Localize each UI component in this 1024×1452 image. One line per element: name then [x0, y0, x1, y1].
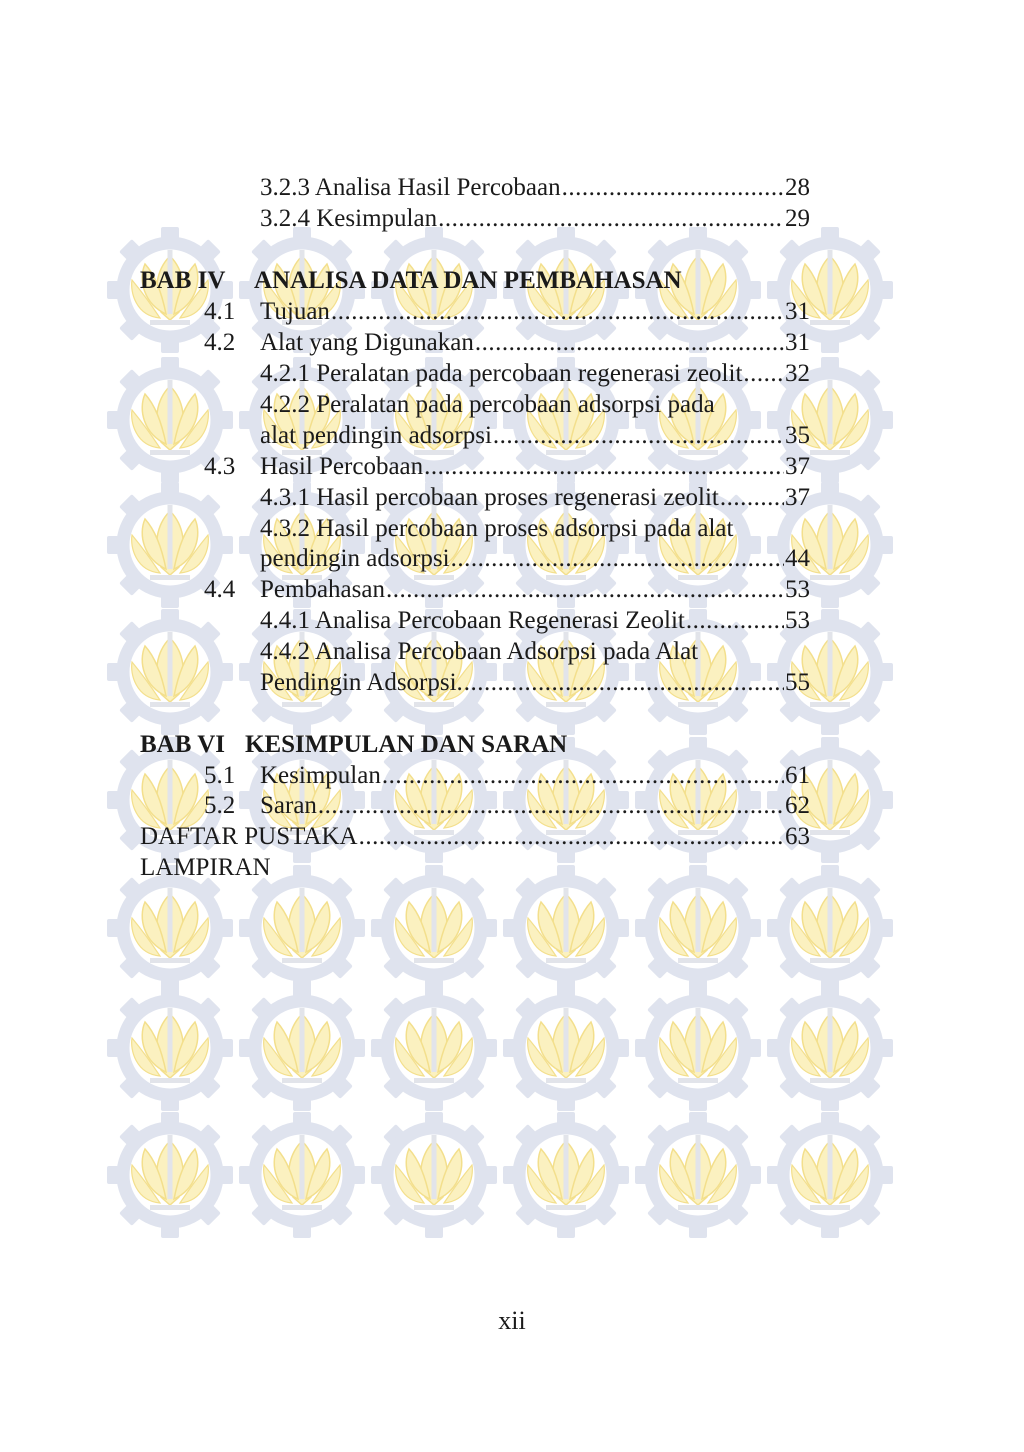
section-number: 5.2 — [204, 792, 236, 819]
toc-entry-title: pendingin adsorpsi — [260, 545, 450, 572]
dot-leader — [382, 760, 784, 791]
toc-entry-title: 3.2.3 Analisa Hasil Percobaan — [260, 174, 561, 201]
chapter-label-bab-iv: BAB IV — [140, 267, 226, 294]
toc-entry-title: 3.2.4 Kesimpulan — [260, 205, 438, 232]
toc-entry-title: Saran — [260, 792, 317, 819]
toc-entry-page: 31 — [785, 329, 810, 356]
toc-entry-4-4-1 — [260, 605, 810, 636]
toc-entry-daftar-pustaka — [140, 821, 810, 852]
toc-entry-page: 31 — [785, 298, 810, 325]
toc-entry-title: Pembahasan — [260, 576, 385, 603]
toc-entry-title: Tujuan — [260, 298, 330, 325]
toc-entry-page: 61 — [785, 762, 810, 789]
section-number: 4.3 — [204, 453, 236, 480]
toc-entry-4-3-1 — [260, 482, 810, 513]
toc-entry-page: 53 — [785, 607, 810, 634]
dot-leader — [464, 667, 784, 698]
dot-leader — [493, 420, 784, 451]
toc-entry-page: 53 — [785, 576, 810, 603]
toc-entry-4-4-2 — [260, 667, 810, 698]
toc-entry-page: 62 — [785, 792, 810, 819]
toc-entry-title: DAFTAR PUSTAKA — [140, 823, 358, 850]
toc-entry-title: Pendingin Adsorpsi. — [260, 669, 463, 696]
toc-entry-4-2-2-line1: 4.2.2 Peralatan pada percobaan adsorpsi pada — [260, 391, 715, 418]
dot-leader — [720, 482, 784, 513]
toc-entry-4-1 — [260, 296, 810, 327]
section-number: 5.1 — [204, 762, 236, 789]
section-number: 4.4 — [204, 576, 236, 603]
dot-leader — [359, 821, 784, 852]
toc-entry-title: 4.2.1 Peralatan pada percobaan regenerasi zeolit — [260, 360, 743, 387]
toc-entry-page: 37 — [785, 453, 810, 480]
dot-leader — [386, 574, 784, 605]
dot-leader — [424, 451, 784, 482]
toc-entry-5-1 — [260, 760, 810, 791]
toc-entry-4-2 — [260, 327, 810, 358]
toc-entry-title: Alat yang Digunakan — [260, 329, 474, 356]
toc-entry-page: 35 — [785, 422, 810, 449]
section-number: 4.1 — [204, 298, 236, 325]
dot-leader — [318, 790, 784, 821]
toc-entry-page: 37 — [785, 484, 810, 511]
toc-entry-4-4 — [260, 574, 810, 605]
toc-entry-page: 32 — [785, 360, 810, 387]
toc-entry-page: 55 — [785, 669, 810, 696]
toc-entry-page: 44 — [785, 545, 810, 572]
toc-entry-4-3 — [260, 451, 810, 482]
toc-entry-page: 29 — [785, 205, 810, 232]
dot-leader — [475, 327, 784, 358]
section-number: 4.2 — [204, 329, 236, 356]
toc-entry-3-2-4 — [260, 203, 810, 234]
toc-entry-title: 4.4.1 Analisa Percobaan Regenerasi Zeolit — [260, 607, 685, 634]
page-number: xii — [498, 1306, 526, 1335]
chapter-title-bab-vi: KESIMPULAN DAN SARAN — [245, 731, 568, 758]
dot-leader — [451, 543, 784, 574]
toc-entry-page: 63 — [785, 823, 810, 850]
toc-entry-3-2-3 — [260, 172, 810, 203]
toc-entry-page: 28 — [785, 174, 810, 201]
toc-entry-4-3-2 — [260, 543, 810, 574]
dot-leader — [438, 203, 784, 234]
toc-entry-lampiran: LAMPIRAN — [140, 854, 271, 881]
toc-entry-title: Hasil Percobaan — [260, 453, 424, 480]
toc-entry-5-2 — [260, 790, 810, 821]
toc-entry-title: Kesimpulan — [260, 762, 381, 789]
toc-entry-4-3-2-line1: 4.3.2 Hasil percobaan proses adsorpsi pada alat — [260, 515, 734, 542]
chapter-label-bab-vi: BAB VI — [140, 731, 225, 758]
toc-entry-4-2-2 — [260, 420, 810, 451]
dot-leader — [743, 358, 784, 389]
dot-leader — [331, 296, 784, 327]
dot-leader — [686, 605, 784, 636]
toc-entry-title: 4.3.1 Hasil percobaan proses regenerasi zeolit — [260, 484, 719, 511]
dot-leader — [562, 172, 784, 203]
toc-entry-4-4-2-line1: 4.4.2 Analisa Percobaan Adsorpsi pada Alat — [260, 638, 699, 665]
chapter-title-bab-iv: ANALISA DATA DAN PEMBAHASAN — [254, 267, 682, 294]
toc-entry-title: alat pendingin adsorpsi — [260, 422, 492, 449]
toc-entry-4-2-1 — [260, 358, 810, 389]
